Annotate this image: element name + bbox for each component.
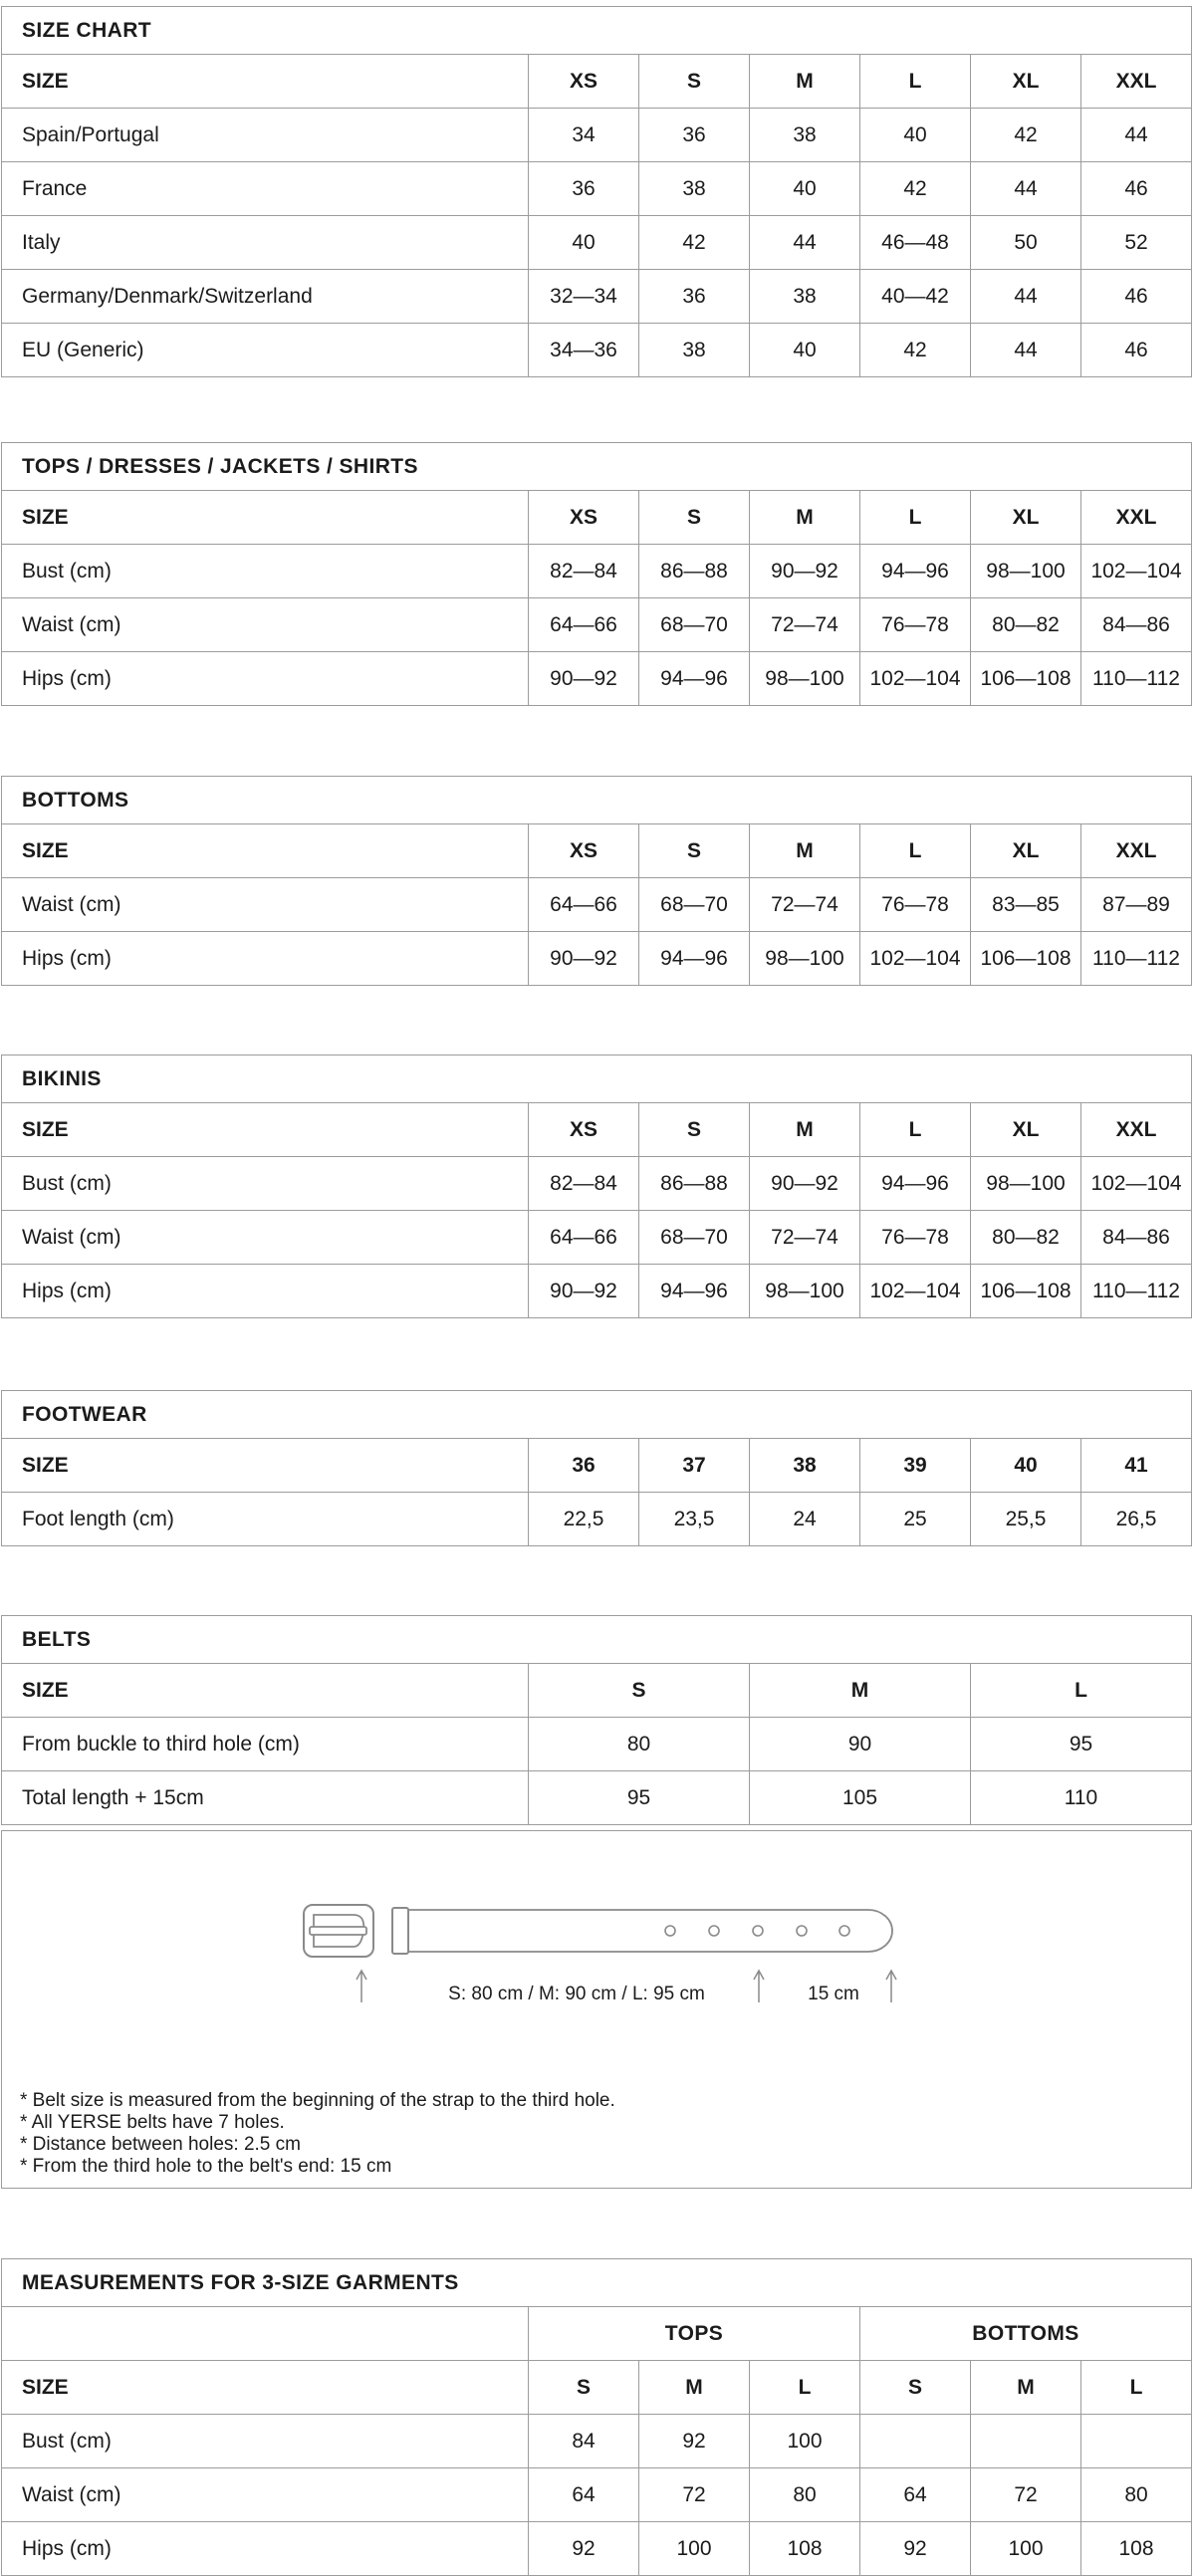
value-cell: 106—108	[970, 651, 1080, 705]
value-cell: 94—96	[638, 651, 749, 705]
row-label-cell: Hips (cm)	[2, 931, 528, 985]
value-cell: 72—74	[749, 877, 859, 931]
value-cell: 84—86	[1080, 1210, 1191, 1264]
column-header-cell: 39	[859, 1438, 970, 1492]
value-cell: 52	[1080, 215, 1191, 269]
bikinis-table	[1, 1054, 1192, 1318]
value-cell: 106—108	[970, 931, 1080, 985]
row-label-cell: Waist (cm)	[2, 1210, 528, 1264]
size-header-cell: SIZE	[2, 1438, 528, 1492]
value-cell: 64—66	[528, 597, 638, 651]
value-cell: 40—42	[859, 269, 970, 323]
table-title: SIZE CHART	[22, 18, 151, 42]
value-cell: 26,5	[1080, 1492, 1191, 1545]
value-cell: 98—100	[970, 544, 1080, 597]
column-header-cell: S	[528, 2360, 638, 2414]
value-cell: 100	[638, 2521, 749, 2575]
column-header-cell: XXL	[1080, 823, 1191, 877]
value-cell: 90—92	[749, 1156, 859, 1210]
column-header-cell: S	[638, 490, 749, 544]
column-header-cell: M	[749, 1102, 859, 1156]
value-cell: 94—96	[638, 1264, 749, 1317]
column-header-cell: L	[859, 823, 970, 877]
belt-footnote: * All YERSE belts have 7 holes.	[20, 2112, 285, 2133]
column-header-cell: L	[859, 54, 970, 108]
three-size-garments-table	[1, 2258, 1192, 2576]
value-cell: 68—70	[638, 877, 749, 931]
value-cell: 90—92	[749, 544, 859, 597]
value-cell: 76—78	[859, 597, 970, 651]
value-cell: 100	[970, 2521, 1080, 2575]
value-cell: 64	[528, 2467, 638, 2521]
value-cell: 24	[749, 1492, 859, 1545]
bottoms-table	[1, 776, 1192, 986]
value-cell: 90—92	[528, 651, 638, 705]
value-cell: 84	[528, 2414, 638, 2467]
column-header-cell: L	[859, 490, 970, 544]
column-header-cell: 41	[1080, 1438, 1191, 1492]
column-header-cell: L	[1080, 2360, 1191, 2414]
table-title: MEASUREMENTS FOR 3-SIZE GARMENTS	[22, 2270, 459, 2294]
column-group-header: BOTTOMS	[859, 2306, 1191, 2360]
value-cell: 72	[638, 2467, 749, 2521]
value-cell: 94—96	[859, 1156, 970, 1210]
value-cell: 90—92	[528, 1264, 638, 1317]
value-cell: 68—70	[638, 597, 749, 651]
column-header-cell: XXL	[1080, 54, 1191, 108]
tops-dresses-table	[1, 442, 1192, 706]
value-cell: 108	[1080, 2521, 1191, 2575]
value-cell: 46	[1080, 161, 1191, 215]
size-guide-page	[1, 6, 1192, 2576]
value-cell: 80	[528, 1717, 749, 1770]
value-cell: 46	[1080, 323, 1191, 376]
value-cell: 38	[749, 108, 859, 161]
value-cell: 102—104	[859, 1264, 970, 1317]
value-cell: 25	[859, 1492, 970, 1545]
column-header-cell: M	[749, 490, 859, 544]
column-header-cell: XXL	[1080, 1102, 1191, 1156]
value-cell: 36	[528, 161, 638, 215]
row-label-cell: EU (Generic)	[2, 323, 528, 376]
value-cell: 38	[638, 323, 749, 376]
column-header-cell: L	[749, 2360, 859, 2414]
column-header-cell: XS	[528, 54, 638, 108]
value-cell: 100	[749, 2414, 859, 2467]
size-header-cell: SIZE	[2, 54, 528, 108]
value-cell: 64—66	[528, 877, 638, 931]
row-label-cell: Bust (cm)	[2, 2414, 528, 2467]
value-cell: 34	[528, 108, 638, 161]
value-cell: 86—88	[638, 1156, 749, 1210]
value-cell: 110—112	[1080, 931, 1191, 985]
value-cell: 40	[749, 161, 859, 215]
row-label-cell: Bust (cm)	[2, 544, 528, 597]
table-title: BOTTOMS	[22, 788, 129, 812]
value-cell: 95	[528, 1770, 749, 1824]
value-cell: 40	[528, 215, 638, 269]
column-header-cell: XL	[970, 823, 1080, 877]
column-header-cell: 38	[749, 1438, 859, 1492]
value-cell: 25,5	[970, 1492, 1080, 1545]
row-label-cell: Hips (cm)	[2, 2521, 528, 2575]
column-header-cell: S	[859, 2360, 970, 2414]
value-cell: 92	[528, 2521, 638, 2575]
footwear-table	[1, 1390, 1192, 1546]
value-cell: 98—100	[970, 1156, 1080, 1210]
value-cell: 36	[638, 269, 749, 323]
column-header-cell: S	[638, 1102, 749, 1156]
column-header-cell: M	[638, 2360, 749, 2414]
table-title: TOPS / DRESSES / JACKETS / SHIRTS	[22, 454, 418, 478]
value-cell: 64	[859, 2467, 970, 2521]
value-cell: 108	[749, 2521, 859, 2575]
row-label-cell: Total length + 15cm	[2, 1770, 528, 1824]
value-cell: 80	[749, 2467, 859, 2521]
column-header-cell: S	[528, 1663, 749, 1717]
value-cell: 92	[859, 2521, 970, 2575]
row-label-cell: Waist (cm)	[2, 877, 528, 931]
column-header-cell: S	[638, 823, 749, 877]
value-cell: 36	[638, 108, 749, 161]
row-label-cell: Waist (cm)	[2, 2467, 528, 2521]
row-label-cell: Germany/Denmark/Switzerland	[2, 269, 528, 323]
value-cell: 76—78	[859, 877, 970, 931]
belt-keeper-icon	[392, 1908, 408, 1954]
column-header-cell: M	[749, 1663, 970, 1717]
column-header-cell: L	[859, 1102, 970, 1156]
column-header-cell: XL	[970, 1102, 1080, 1156]
column-header-cell: M	[970, 2360, 1080, 2414]
value-cell: 32—34	[528, 269, 638, 323]
value-cell: 92	[638, 2414, 749, 2467]
column-header-cell: S	[638, 54, 749, 108]
value-cell: 82—84	[528, 544, 638, 597]
column-header-cell: XL	[970, 54, 1080, 108]
value-cell: 105	[749, 1770, 970, 1824]
value-cell: 80	[1080, 2467, 1191, 2521]
table-title: FOOTWEAR	[22, 1402, 147, 1426]
size-header-cell: SIZE	[2, 490, 528, 544]
value-cell: 94—96	[859, 544, 970, 597]
value-cell: 38	[749, 269, 859, 323]
belt-size-range-label: S: 80 cm / M: 90 cm / L: 95 cm	[448, 1984, 705, 2004]
row-label-cell: Hips (cm)	[2, 651, 528, 705]
column-header-cell: 40	[970, 1438, 1080, 1492]
belt-footnote: * Distance between holes: 2.5 cm	[20, 2134, 301, 2155]
value-cell: 46—48	[859, 215, 970, 269]
row-label-cell: France	[2, 161, 528, 215]
value-cell: 83—85	[970, 877, 1080, 931]
value-cell: 72	[970, 2467, 1080, 2521]
value-cell: 34—36	[528, 323, 638, 376]
value-cell: 84—86	[1080, 597, 1191, 651]
belts-table	[1, 1615, 1192, 1825]
value-cell: 40	[859, 108, 970, 161]
column-header-cell: XS	[528, 490, 638, 544]
value-cell: 110—112	[1080, 651, 1191, 705]
band-spacer-cell	[2, 2306, 528, 2360]
column-header-cell: XL	[970, 490, 1080, 544]
value-cell: 106—108	[970, 1264, 1080, 1317]
value-cell: 86—88	[638, 544, 749, 597]
value-cell: 82—84	[528, 1156, 638, 1210]
value-cell: 44	[970, 323, 1080, 376]
value-cell: 22,5	[528, 1492, 638, 1545]
value-cell: 64—66	[528, 1210, 638, 1264]
size-header-cell: SIZE	[2, 1102, 528, 1156]
value-cell: 98—100	[749, 651, 859, 705]
value-cell: 46	[1080, 269, 1191, 323]
column-header-cell: 37	[638, 1438, 749, 1492]
column-header-cell: M	[749, 54, 859, 108]
value-cell: 68—70	[638, 1210, 749, 1264]
value-cell: 76—78	[859, 1210, 970, 1264]
value-cell: 40	[749, 323, 859, 376]
value-cell: 102—104	[859, 651, 970, 705]
table-title: BIKINIS	[22, 1066, 102, 1090]
column-header-cell: XS	[528, 1102, 638, 1156]
row-label-cell: Spain/Portugal	[2, 108, 528, 161]
column-header-cell: L	[970, 1663, 1191, 1717]
belt-footnotes	[20, 2090, 615, 2178]
value-cell	[1080, 2414, 1191, 2467]
value-cell: 102—104	[1080, 544, 1191, 597]
value-cell: 38	[638, 161, 749, 215]
size-chart-table	[1, 6, 1192, 377]
belt-footnote: * Belt size is measured from the beginning of the strap to the third hole.	[20, 2090, 615, 2111]
value-cell: 42	[859, 323, 970, 376]
value-cell: 90—92	[528, 931, 638, 985]
belt-holes-icon	[665, 1926, 849, 1936]
value-cell	[859, 2414, 970, 2467]
value-cell: 98—100	[749, 1264, 859, 1317]
belt-buckle-icon	[304, 1905, 373, 1957]
column-header-cell: M	[749, 823, 859, 877]
belt-diagram-box	[1, 1830, 1192, 2189]
row-label-cell: Foot length (cm)	[2, 1492, 528, 1545]
column-header-cell: 36	[528, 1438, 638, 1492]
column-header-cell: XXL	[1080, 490, 1191, 544]
value-cell: 98—100	[749, 931, 859, 985]
value-cell: 110—112	[1080, 1264, 1191, 1317]
value-cell: 42	[970, 108, 1080, 161]
value-cell: 42	[638, 215, 749, 269]
value-cell: 72—74	[749, 597, 859, 651]
column-group-header: TOPS	[528, 2306, 859, 2360]
value-cell: 72—74	[749, 1210, 859, 1264]
value-cell: 44	[970, 161, 1080, 215]
row-label-cell: Hips (cm)	[2, 1264, 528, 1317]
belt-footnote: * From the third hole to the belt's end: 15 cm	[20, 2156, 392, 2177]
size-header-cell: SIZE	[2, 2360, 528, 2414]
value-cell: 90	[749, 1717, 970, 1770]
belt-strap-icon	[408, 1910, 892, 1952]
value-cell: 44	[1080, 108, 1191, 161]
value-cell: 23,5	[638, 1492, 749, 1545]
value-cell: 110	[970, 1770, 1191, 1824]
value-cell: 44	[970, 269, 1080, 323]
value-cell: 44	[749, 215, 859, 269]
value-cell	[970, 2414, 1080, 2467]
row-label-cell: From buckle to third hole (cm)	[2, 1717, 528, 1770]
size-header-cell: SIZE	[2, 1663, 528, 1717]
belt-end-length-label: 15 cm	[808, 1984, 859, 2004]
row-label-cell: Bust (cm)	[2, 1156, 528, 1210]
value-cell: 80—82	[970, 1210, 1080, 1264]
value-cell: 42	[859, 161, 970, 215]
value-cell: 80—82	[970, 597, 1080, 651]
value-cell: 102—104	[859, 931, 970, 985]
value-cell: 87—89	[1080, 877, 1191, 931]
row-label-cell: Italy	[2, 215, 528, 269]
value-cell: 50	[970, 215, 1080, 269]
size-header-cell: SIZE	[2, 823, 528, 877]
value-cell: 95	[970, 1717, 1191, 1770]
table-title: BELTS	[22, 1627, 92, 1651]
value-cell: 102—104	[1080, 1156, 1191, 1210]
value-cell: 94—96	[638, 931, 749, 985]
row-label-cell: Waist (cm)	[2, 597, 528, 651]
column-header-cell: XS	[528, 823, 638, 877]
